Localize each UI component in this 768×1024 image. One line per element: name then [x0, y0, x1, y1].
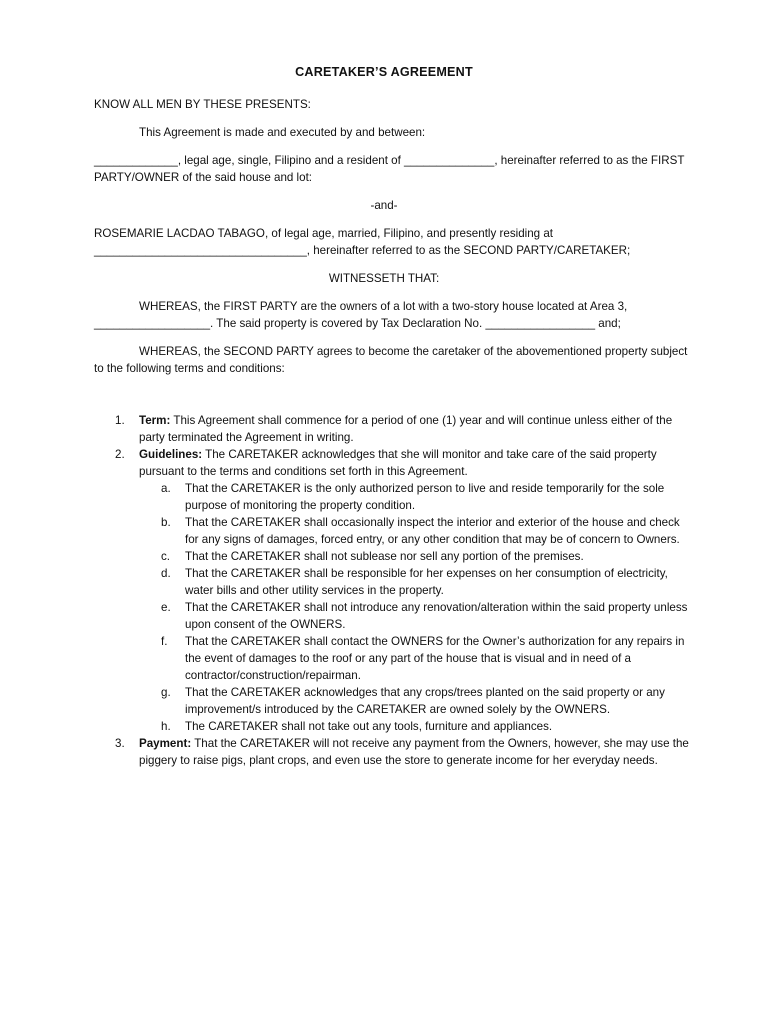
term-text: This Agreement shall commence for a period of one (1) year and will continue unless either of the party terminated the Agreement in writing.: [139, 414, 673, 444]
subitem-text: That the CARETAKER shall be responsible for her expenses on her consumption of electricity, water bills and other utility services in the property.: [185, 567, 668, 597]
subitem-text: That the CARETAKER is the only authorized person to live and reside temporarily for the sole purpose of monitoring the property condition.: [185, 482, 665, 512]
subitem-letter: f.: [161, 635, 168, 648]
guideline-subitem: [94, 548, 690, 565]
payment-number: 3.: [115, 737, 125, 750]
witnesseth-heading: WITNESSETH THAT:: [328, 272, 440, 285]
subitem-text: That the CARETAKER acknowledges that any crops/trees planted on the said property or any improvement/s introduced by the CARETAKER are owned solely by the OWNERS.: [185, 686, 665, 716]
guidelines-item: [94, 446, 690, 480]
guideline-subitem: [94, 684, 690, 718]
subitem-text: That the CARETAKER shall not sublease nor sell any portion of the premises.: [185, 550, 584, 563]
subitem-letter: g.: [161, 686, 171, 699]
subitem-text: That the CARETAKER shall occasionally inspect the interior and exterior of the house and check for any signs of damages, forced entry, or any other condition that may be of concern to Owners.: [185, 516, 680, 546]
term-item: [94, 412, 690, 446]
guidelines-number: 2.: [115, 448, 125, 461]
subitem-letter: a.: [161, 482, 171, 495]
guideline-subitem: [94, 633, 690, 684]
subitem-letter: d.: [161, 567, 171, 580]
whereas-paragraph-2: WHEREAS, the SECOND PARTY agrees to become the caretaker of the abovementioned property subject to the following terms and conditions:: [94, 345, 688, 375]
and-separator: -and-: [370, 199, 398, 212]
second-party-paragraph: ROSEMARIE LACDAO TABAGO, of legal age, married, Filipino, and presently residing at _________________________________, hereinafter referred to as the SECOND PARTY/CARETAKER;: [94, 227, 631, 257]
subitem-letter: c.: [161, 550, 171, 563]
payment-item: [94, 735, 690, 769]
guideline-subitem: [94, 718, 690, 735]
first-party-paragraph: _____________, legal age, single, Filipino and a resident of ______________, hereinafter referred to as the FIRST PARTY/OWNER of the said house and lot:: [94, 154, 685, 184]
guidelines-heading: Guidelines:: [139, 448, 203, 461]
know-all-men-line: KNOW ALL MEN BY THESE PRESENTS:: [94, 98, 311, 111]
guidelines-text: The CARETAKER acknowledges that she will monitor and take care of the said property pursuant to the terms and conditions set forth in this Agreement.: [139, 448, 657, 478]
term-number: 1.: [115, 414, 125, 427]
guideline-subitem: [94, 599, 690, 633]
terms-list: [94, 412, 690, 769]
subitem-text: That the CARETAKER shall not introduce any renovation/alteration within the said property unless upon consent of the OWNERS.: [185, 601, 688, 631]
term-heading: Term:: [139, 414, 171, 427]
payment-heading: Payment:: [139, 737, 192, 750]
whereas-paragraph-1: WHEREAS, the FIRST PARTY are the owners of a lot with a two-story house located at Area 3, __________________. The said property is covered by Tax Declaration No. _________________ and;: [94, 300, 628, 330]
guideline-subitem: [94, 565, 690, 599]
payment-text: That the CARETAKER will not receive any payment from the Owners, however, she may use the piggery to raise pigs, plant crops, and even use the store to generate income for her everyday needs.: [139, 737, 689, 767]
document-title: CARETAKER’S AGREEMENT: [295, 65, 473, 79]
subitem-letter: h.: [161, 720, 171, 733]
intro-paragraph: This Agreement is made and executed by and between:: [139, 126, 426, 139]
guideline-subitem: [94, 514, 690, 548]
subitem-text: The CARETAKER shall not take out any tools, furniture and appliances.: [185, 720, 553, 733]
subitem-text: That the CARETAKER shall contact the OWNERS for the Owner’s authorization for any repairs in the event of damages to the roof or any part of the house that is visual and in need of a contractor/construction/repairman.: [185, 635, 685, 682]
guideline-subitem: [94, 480, 690, 514]
subitem-letter: e.: [161, 601, 171, 614]
subitem-letter: b.: [161, 516, 171, 529]
